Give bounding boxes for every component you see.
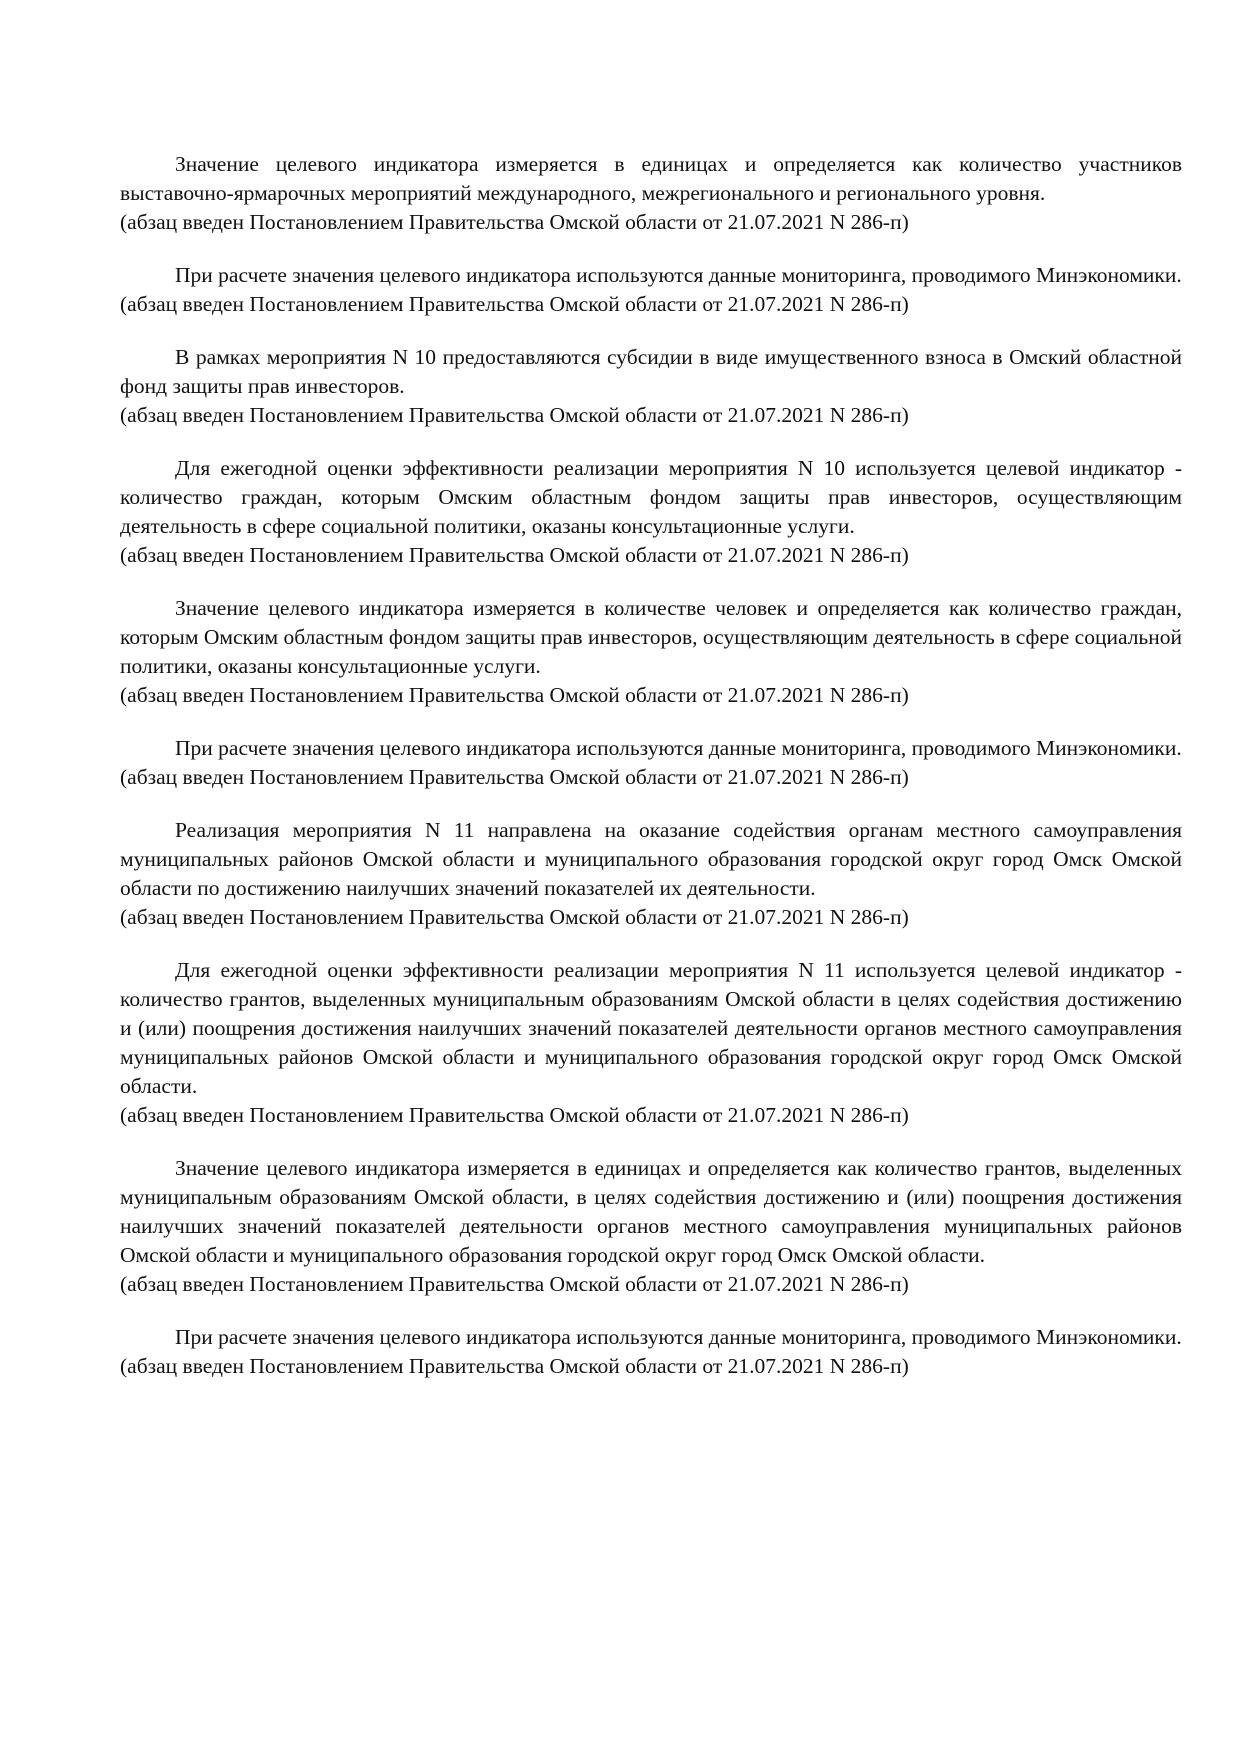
- paragraph: [120, 1154, 1182, 1299]
- paragraph-text: При расчете значения целевого индикатора используются данные мониторинга, проводимого Минэкономики.: [175, 1325, 1182, 1349]
- paragraph-text: При расчете значения целевого индикатора используются данные мониторинга, проводимого Минэкономики.: [175, 263, 1182, 287]
- paragraph: [120, 343, 1182, 430]
- paragraph-text: Реализация мероприятия N 11 направлена на оказание содействия органам местного самоуправления муниципальных районов Омской области и муниципального образования городской округ город Омск Омской области по достижению наилучших значений показателей их деятельности.: [120, 818, 1182, 900]
- amendment-note: (абзац введен Постановлением Правительства Омской области от 21.07.2021 N 286-п): [120, 683, 909, 707]
- amendment-note: (абзац введен Постановлением Правительства Омской области от 21.07.2021 N 286-п): [120, 403, 909, 427]
- paragraph: [120, 734, 1182, 792]
- document-page: [120, 150, 1182, 1405]
- amendment-note: (абзац введен Постановлением Правительства Омской области от 21.07.2021 N 286-п): [120, 543, 909, 567]
- amendment-note: (абзац введен Постановлением Правительства Омской области от 21.07.2021 N 286-п): [120, 1272, 909, 1296]
- amendment-note: (абзац введен Постановлением Правительства Омской области от 21.07.2021 N 286-п): [120, 292, 909, 316]
- paragraph: [120, 816, 1182, 932]
- paragraph: [120, 454, 1182, 570]
- amendment-note: (абзац введен Постановлением Правительства Омской области от 21.07.2021 N 286-п): [120, 1103, 909, 1127]
- amendment-note: (абзац введен Постановлением Правительства Омской области от 21.07.2021 N 286-п): [120, 765, 909, 789]
- paragraph-text: Для ежегодной оценки эффективности реализации мероприятия N 10 используется целевой индикатор - количество граждан, которым Омским областным фондом защиты прав инвесторов, осуществляющим деятельность в сфере социальной политики, оказаны консультационные услуги.: [120, 456, 1182, 538]
- paragraph-text: В рамках мероприятия N 10 предоставляются субсидии в виде имущественного взноса в Омский областной фонд защиты прав инвесторов.: [120, 345, 1182, 398]
- paragraph-text: Значение целевого индикатора измеряется в количестве человек и определяется как количество граждан, которым Омским областным фондом защиты прав инвесторов, осуществляющим деятельность в сфере социальной политики, оказаны консультационные услуги.: [120, 596, 1182, 678]
- paragraph-text: Значение целевого индикатора измеряется в единицах и определяется как количество грантов, выделенных муниципальным образованиям Омской области, в целях содействия достижению и (или) поощрения достижения наилучших значений показателей деятельности органов местного самоуправления муниципальных районов Омской области и муниципального образования городской округ город Омск Омской области.: [120, 1156, 1182, 1267]
- paragraph-text: Значение целевого индикатора измеряется в единицах и определяется как количество участников выставочно-ярмарочных мероприятий международного, межрегионального и регионального уровня.: [120, 152, 1182, 205]
- paragraph-text: Для ежегодной оценки эффективности реализации мероприятия N 11 используется целевой индикатор - количество грантов, выделенных муниципальным образованиям Омской области в целях содействия достижению и (или) поощрения достижения наилучших значений показателей деятельности органов местного самоуправления муниципальных районов Омской области и муниципального образования городской округ город Омск Омской области.: [120, 958, 1182, 1098]
- paragraph: [120, 150, 1182, 237]
- paragraph: [120, 594, 1182, 710]
- amendment-note: (абзац введен Постановлением Правительства Омской области от 21.07.2021 N 286-п): [120, 210, 909, 234]
- paragraph: [120, 956, 1182, 1130]
- amendment-note: (абзац введен Постановлением Правительства Омской области от 21.07.2021 N 286-п): [120, 905, 909, 929]
- paragraph: [120, 261, 1182, 319]
- amendment-note: (абзац введен Постановлением Правительства Омской области от 21.07.2021 N 286-п): [120, 1354, 909, 1378]
- paragraph-text: При расчете значения целевого индикатора используются данные мониторинга, проводимого Минэкономики.: [175, 736, 1182, 760]
- paragraph: [120, 1323, 1182, 1381]
